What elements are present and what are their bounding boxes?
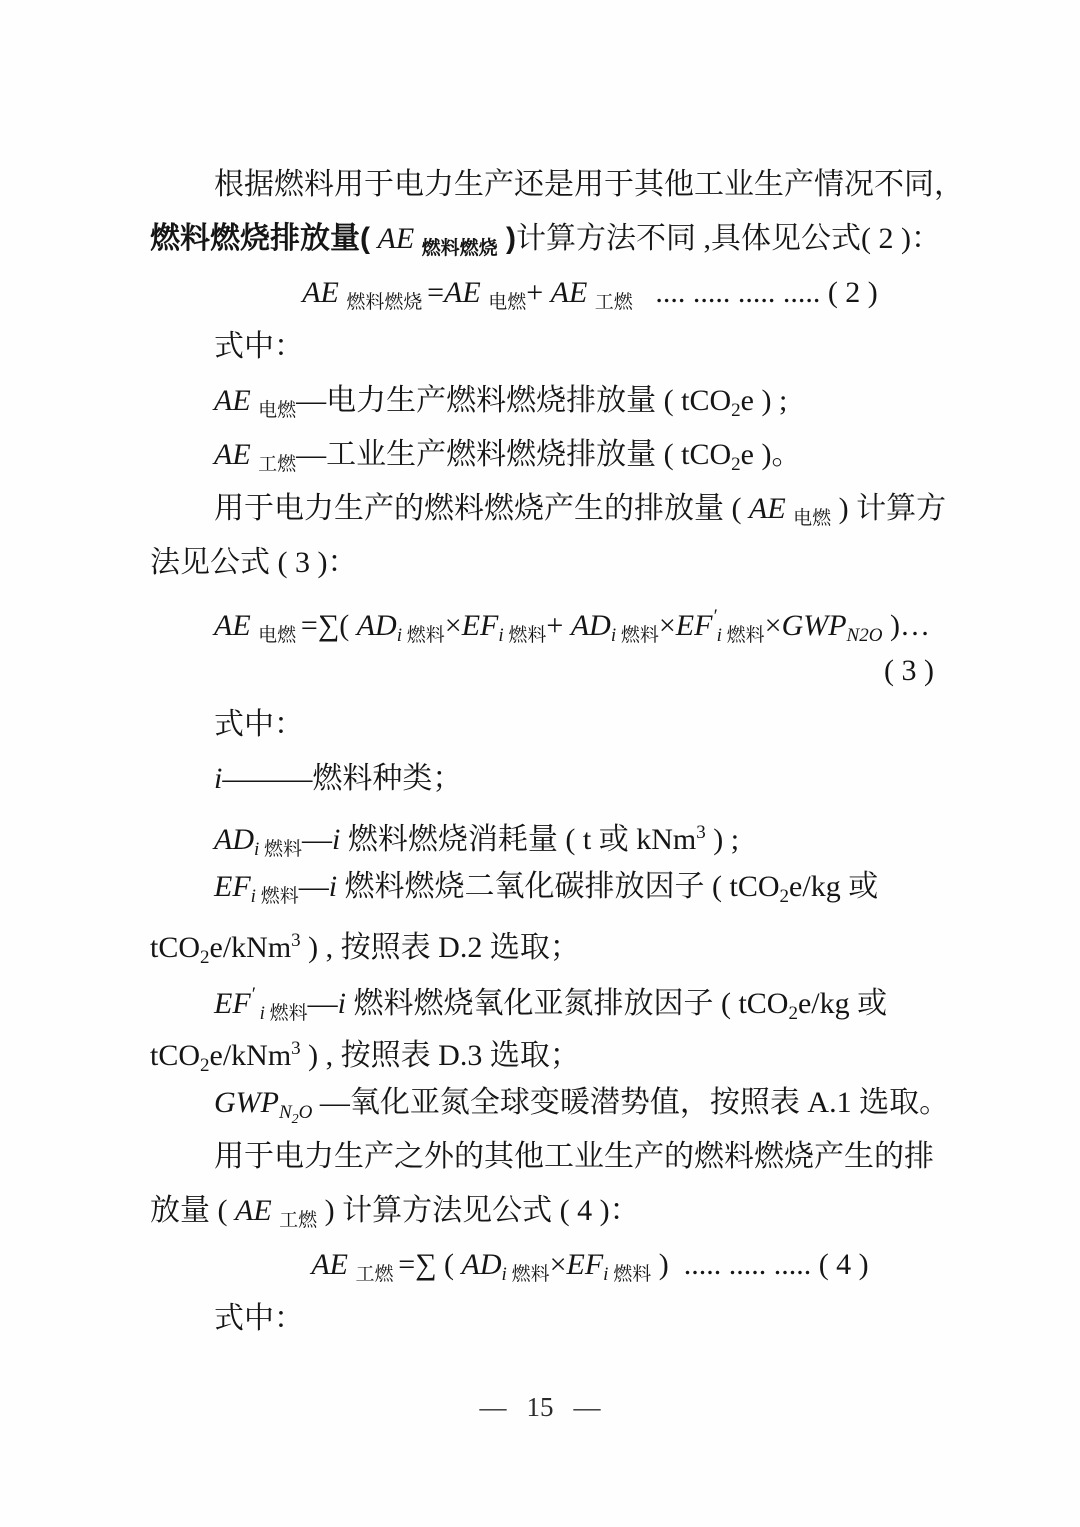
text-segment: 式中： — [214, 330, 304, 363]
text-segment: 燃料 — [260, 886, 299, 907]
text-segment: AE — [370, 222, 422, 255]
text-segment: ′ — [712, 606, 717, 627]
text-segment: 燃料 — [264, 839, 303, 860]
text-segment: 2 — [788, 1003, 798, 1024]
text-segment: AE — [235, 1194, 280, 1227]
para-industry-line-2 — [150, 1184, 940, 1238]
text-segment: ) — [497, 222, 516, 255]
text-segment: tCO — [150, 931, 201, 964]
para-intro-line-2 — [150, 212, 940, 266]
para-electric-line-1 — [150, 482, 947, 536]
text-segment: i — [332, 823, 341, 856]
definition-ef-i-line-1 — [150, 860, 940, 914]
text-segment: AE — [749, 492, 794, 525]
text-segment: 电燃 — [258, 400, 297, 421]
page-footer — [0, 1392, 1080, 1423]
text-segment: AE — [214, 609, 259, 642]
text-segment: 2 — [291, 1112, 299, 1127]
text-segment: 燃料 — [620, 625, 659, 646]
definition-ad-i — [150, 806, 940, 860]
text-segment: 用于电力生产的燃料燃烧产生的排放量 ( — [214, 492, 749, 525]
text-segment: 3 — [696, 822, 706, 843]
text-segment: 燃料 — [406, 625, 445, 646]
text-segment: 燃料燃烧 — [421, 238, 498, 259]
text-segment: i — [716, 625, 727, 646]
text-segment: 燃料燃烧 — [346, 292, 428, 313]
text-segment: — — [307, 987, 338, 1020]
para-electric-line-2 — [150, 536, 940, 590]
text-segment: i — [254, 1003, 270, 1024]
text-segment: —氧化亚氮全球变暖潜势值，按照表 A.1 选取。 — [312, 1086, 950, 1119]
text-segment: )… — [882, 609, 930, 642]
formula-3-number — [150, 644, 940, 698]
text-segment: 电燃 — [793, 508, 832, 529]
text-segment: × — [549, 1248, 567, 1281]
text-segment: AE — [302, 276, 347, 309]
text-segment: × — [444, 609, 462, 642]
text-segment: AE — [214, 438, 259, 471]
definition-ef-i-line-2 — [150, 914, 940, 968]
footer-right-dash: — — [573, 1392, 601, 1422]
text-segment: AE — [550, 276, 595, 309]
text-segment: AD — [570, 609, 611, 642]
text-segment: 2 — [200, 1055, 210, 1076]
text-segment: EF — [461, 609, 499, 642]
text-segment: ) , 按照表 D.3 选取； — [300, 1039, 580, 1072]
para-industry-line-1 — [150, 1130, 940, 1184]
text-segment: N2O — [846, 625, 883, 646]
text-segment: 电燃 — [258, 625, 301, 646]
text-segment: AD — [356, 609, 397, 642]
text-segment: — — [298, 870, 329, 903]
text-segment: e/kg 或 — [789, 870, 879, 903]
text-segment: 燃料燃烧氧化亚氮排放因子 ( tCO — [345, 987, 789, 1020]
text-segment: 工燃 — [594, 292, 633, 313]
text-segment: AE — [444, 276, 489, 309]
text-segment: .... ..... ..... ..... ( 2 ) — [632, 276, 878, 309]
text-segment: =∑ ( — [398, 1248, 462, 1281]
text-segment: 燃料 — [511, 1264, 550, 1285]
text-segment: ) ; — [705, 823, 740, 856]
definition-i — [150, 752, 940, 806]
text-segment: GWP — [781, 609, 847, 642]
text-segment: i — [250, 886, 261, 907]
text-segment: i — [498, 625, 509, 646]
text-segment: i — [501, 1264, 512, 1285]
text-segment: AE — [311, 1248, 356, 1281]
text-segment: EF — [214, 870, 251, 903]
text-segment: — — [302, 823, 333, 856]
text-segment: 根据燃料用于电力生产还是用于其他工业生产情况不同， — [214, 168, 964, 201]
text-segment: —工业生产燃料燃烧排放量 ( tCO — [296, 438, 732, 471]
text-segment: 3 — [291, 1038, 301, 1059]
text-segment: 燃料 — [508, 625, 547, 646]
text-segment: 工燃 — [279, 1210, 318, 1231]
text-segment: i — [337, 987, 346, 1020]
text-segment: 2 — [731, 454, 741, 475]
text-segment: 3 — [291, 930, 301, 951]
text-segment: 式中： — [214, 708, 304, 741]
text-segment: AD — [461, 1248, 502, 1281]
formula-3-legend-label — [150, 698, 940, 752]
text-segment: × — [764, 609, 782, 642]
formula-3 — [150, 590, 940, 644]
text-segment: ( 3 ) — [884, 654, 934, 687]
text-segment: EF — [566, 1248, 604, 1281]
definition-ef-prime-line-2 — [150, 1022, 940, 1076]
formula-4 — [150, 1238, 940, 1292]
definition-ae-gong — [150, 428, 940, 482]
text-segment: ) , 按照表 D.2 选取； — [300, 931, 580, 964]
text-segment: 燃料 — [613, 1264, 652, 1285]
text-segment: 工燃 — [355, 1264, 399, 1285]
text-segment: 2 — [779, 886, 790, 907]
text-segment: e ) ; — [740, 384, 788, 417]
text-segment: EF — [675, 609, 713, 642]
text-segment: + — [546, 609, 571, 642]
text-segment: e/kNm — [209, 1039, 292, 1072]
page-number: 15 — [526, 1392, 554, 1422]
text-segment: 法见公式 ( 3 )： — [150, 546, 358, 579]
text-segment: AE — [214, 384, 259, 417]
text-segment: 式中： — [214, 1302, 304, 1335]
text-segment: i — [328, 870, 338, 903]
text-segment: 放量 ( — [150, 1194, 235, 1227]
text-segment: 2 — [731, 400, 741, 421]
text-segment: 燃料燃烧二氧化碳排放因子 ( tCO — [337, 870, 780, 903]
text-segment: = — [427, 276, 445, 309]
definition-ae-dian — [150, 374, 940, 428]
text-segment: AD — [214, 823, 254, 856]
footer-left-dash: — — [479, 1392, 507, 1422]
text-segment: e )。 — [740, 438, 802, 471]
text-segment: 燃料 — [726, 625, 765, 646]
text-segment: i — [603, 1264, 614, 1285]
text-segment: 电燃 — [488, 292, 527, 313]
text-segment: 燃料 — [269, 1003, 308, 1024]
text-segment: tCO — [150, 1039, 201, 1072]
text-segment: i — [396, 625, 407, 646]
formula-2-legend-label — [150, 320, 940, 374]
text-segment: × — [658, 609, 676, 642]
text-segment: GWP — [214, 1086, 279, 1119]
text-segment: 2 — [200, 947, 210, 968]
text-segment: ———燃料种类； — [222, 762, 463, 795]
text-segment: i — [610, 625, 621, 646]
text-segment: ) 计算方 — [831, 492, 947, 525]
text-segment: =∑( — [300, 609, 357, 642]
text-segment: 计算方法不同 ,具体见公式( 2 )： — [516, 222, 941, 255]
para-intro-line-1 — [150, 158, 964, 212]
text-segment: ) 计算方法见公式 ( 4 )： — [317, 1194, 640, 1227]
definition-ef-prime-line-1 — [150, 968, 940, 1022]
formula-4-legend-label — [150, 1292, 940, 1346]
text-segment: 燃料燃烧消耗量 ( t 或 kNm — [340, 823, 697, 856]
text-segment: e/kNm — [209, 931, 292, 964]
text-segment: e/kg 或 — [797, 987, 888, 1020]
text-segment: ) ..... ..... ..... ( 4 ) — [651, 1248, 869, 1281]
text-segment: 燃料燃烧排放量( — [150, 222, 370, 255]
text-segment: N — [278, 1102, 292, 1123]
text-segment: EF — [214, 987, 251, 1020]
definition-gwp — [150, 1076, 950, 1130]
text-segment: ′ — [250, 984, 255, 1005]
text-segment: —电力生产燃料燃烧排放量 ( tCO — [296, 384, 732, 417]
text-segment: 用于电力生产之外的其他工业生产的燃料燃烧产生的排 — [214, 1140, 934, 1173]
text-segment: O — [298, 1102, 313, 1123]
text-segment: + — [526, 276, 551, 309]
text-segment: i — [214, 762, 223, 795]
formula-2 — [150, 266, 940, 320]
text-segment: 工燃 — [258, 454, 297, 475]
text-segment: i — [254, 839, 265, 860]
